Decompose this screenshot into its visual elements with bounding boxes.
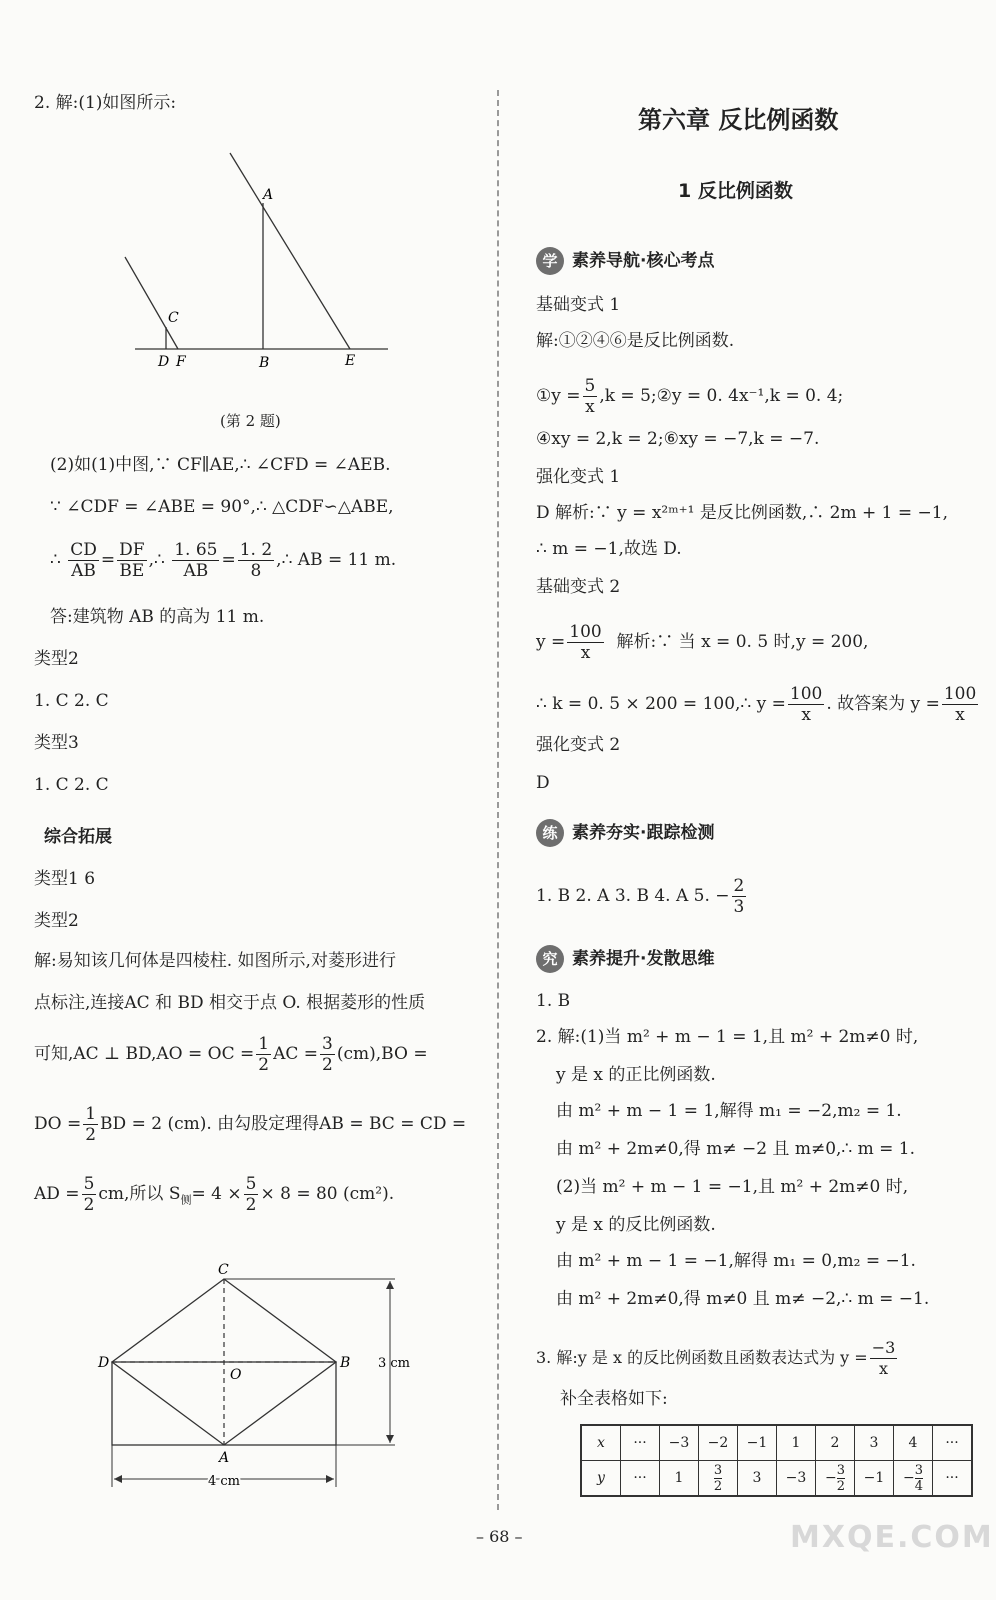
- label-c: C: [168, 310, 179, 326]
- basic-variant-2: 基础变式 2: [536, 577, 621, 597]
- bv2-line2: ∴ k = 0. 5 × 200 = 100,∴ y = $\frac{100}{x}$ . 故答案为 y = $\frac{100}{x}$: [536, 684, 977, 725]
- solution-line2: 点标注,连接AC 和 BD 相交于点 O. 根据菱形的性质: [34, 993, 426, 1013]
- table-cell: $\frac{3}{2}$: [699, 1461, 738, 1497]
- p2-line4: 由 m² + 2m≠0,得 m≠ −2 且 m≠0,∴ m = 1.: [556, 1139, 916, 1159]
- figure-rhombus-prism: [90, 1255, 430, 1495]
- q2-part2-line1: (2)如(1)中图,∵ CF∥AE,∴ ∠CFD = ∠AEB.: [50, 455, 391, 475]
- label-o: O: [230, 1367, 242, 1383]
- label-a2: A: [219, 1450, 230, 1466]
- table-cell: −1: [738, 1425, 777, 1461]
- answer-line: 答:建筑物 AB 的高为 11 m.: [50, 607, 265, 627]
- table-row: [581, 1425, 972, 1461]
- label-f: F: [176, 354, 186, 370]
- table-cell: 1: [660, 1461, 699, 1497]
- p2-line2: y 是 x 的正比例函数.: [556, 1065, 716, 1085]
- section-core-points: 学 素养导航·核心考点: [536, 246, 714, 275]
- bv1-line3: ④xy = 2,k = 2;⑥xy = −7,k = −7.: [536, 429, 820, 449]
- label-c2: C: [218, 1262, 229, 1278]
- section-comprehensive: 综合拓展: [44, 827, 112, 847]
- table-cell: ···: [933, 1461, 973, 1497]
- figure-similar-triangles: [120, 145, 400, 375]
- table-cell: 3: [855, 1425, 894, 1461]
- table-cell: 2: [816, 1425, 855, 1461]
- table-cell: ···: [621, 1425, 660, 1461]
- label-b2: B: [340, 1355, 351, 1371]
- table-cell: −3: [660, 1425, 699, 1461]
- p2-line8: 由 m² + 2m≠0,得 m≠0 且 m≠ −2,∴ m = −1.: [556, 1289, 930, 1309]
- line-cf: [125, 257, 178, 349]
- section-tracking: 练 素养夯实·跟踪检测: [536, 818, 714, 847]
- dim-h-label: 4 cm: [208, 1474, 241, 1489]
- solution-line3: 可知,AC ⊥ BD,AO = OC = $\frac{1}{2}$ AC = $\frac{3}{2}$ (cm),BO =: [34, 1034, 428, 1075]
- bv1-line2: ①y = $\frac{5}{x}$ ,k = 5;②y = 0. 4x⁻¹,k = 0. 4;: [536, 376, 844, 417]
- sv1-line1: D 解析:∵ y = x²ᵐ⁺¹ 是反比例函数,∴ 2m + 1 = −1,: [536, 503, 948, 523]
- line-ae: [230, 153, 350, 349]
- table-cell: − $\frac{3}{2}$: [816, 1461, 855, 1497]
- type3-label: 类型3: [34, 733, 79, 753]
- p2-line1: 2. 解:(1)当 m² + m − 1 = 1,且 m² + 2m≠0 时,: [536, 1027, 919, 1047]
- p1: 1. B: [536, 991, 571, 1011]
- table-cell: x: [581, 1425, 621, 1461]
- q2-part2-line2: ∵ ∠CDF = ∠ABE = 90°,∴ △CDF∽△ABE,: [50, 497, 394, 517]
- sv1-line2: ∴ m = −1,故选 D.: [536, 539, 682, 559]
- label-b: B: [259, 355, 270, 371]
- table-cell: −2: [699, 1425, 738, 1461]
- p2-line5: (2)当 m² + m − 1 = −1,且 m² + 2m≠0 时,: [556, 1177, 909, 1197]
- dim-v-label: 3 cm: [378, 1356, 411, 1371]
- q2-heading: 2. 解:(1)如图所示:: [34, 93, 177, 113]
- label-a: A: [263, 187, 274, 203]
- figure-caption: (第 2 题): [220, 412, 281, 430]
- solution-line4: DO = $\frac{1}{2}$ BD = 2 (cm). 由勾股定理得AB = BC = CD =: [34, 1104, 467, 1145]
- p3-line1: 3. 解:y 是 x 的反比例函数且函数表达式为 y = $\frac{-3}{x}$: [536, 1338, 896, 1378]
- drill-answers: 1. B 2. A 3. B 4. A 5. − $\frac{2}{3}$: [536, 876, 745, 917]
- p2-line7: 由 m² + m − 1 = −1,解得 m₁ = 0,m₂ = −1.: [556, 1251, 916, 1271]
- sv2-answer: D: [536, 773, 550, 793]
- ext-type1: 类型1 6: [34, 869, 96, 889]
- table-cell: 1: [777, 1425, 816, 1461]
- type2-answers: 1. C 2. C: [34, 691, 109, 711]
- badge-icon: 学: [536, 247, 564, 275]
- table-cell: −3: [777, 1461, 816, 1497]
- badge-icon: 练: [536, 819, 564, 847]
- table-cell: ···: [933, 1425, 973, 1461]
- strong-variant-2: 强化变式 2: [536, 735, 621, 755]
- solution-line5: AD = $\frac{5}{2}$ cm,所以 $S_侧= 4$ × $\frac{5}{2}$ × 8 = 80 (cm²).: [34, 1174, 395, 1215]
- lesson-title: 1 反比例函数: [678, 180, 793, 202]
- p2-line3: 由 m² + m − 1 = 1,解得 m₁ = −2,m₂ = 1.: [556, 1101, 902, 1121]
- label-d2: D: [98, 1355, 110, 1371]
- q2-part2-line3: ∴ $\frac{CD}{AB}$ = $\frac{DF}{BE}$ ,∴ $\frac{1. 65}{AB}$ = $\frac{1. 2}{8}$ ,∴ AB = 11 m.: [50, 540, 397, 581]
- table-cell: y: [581, 1461, 621, 1497]
- badge-icon: 究: [536, 945, 564, 973]
- table-cell: 4: [894, 1425, 933, 1461]
- solution-line1: 解:易知该几何体是四棱柱. 如图所示,对菱形进行: [34, 951, 396, 971]
- chapter-title: 第六章 反比例函数: [638, 106, 839, 134]
- type2-label: 类型2: [34, 649, 79, 669]
- ext-type2: 类型2: [34, 911, 79, 931]
- p2-line6: y 是 x 的反比例函数.: [556, 1215, 716, 1235]
- table-cell: ···: [621, 1461, 660, 1497]
- bv1-line1: 解:①②④⑥是反比例函数.: [536, 331, 735, 351]
- label-d: D: [158, 354, 170, 370]
- page-number: – 68 –: [476, 1527, 523, 1546]
- strong-variant-1: 强化变式 1: [536, 467, 621, 487]
- p3-line2: 补全表格如下:: [560, 1389, 668, 1409]
- table-cell: −1: [855, 1461, 894, 1497]
- type3-answers: 1. C 2. C: [34, 775, 109, 795]
- table-cell: 3: [738, 1461, 777, 1497]
- value-table: [580, 1424, 973, 1497]
- section-extension: 究 素养提升·发散思维: [536, 944, 714, 973]
- bv2-line1: y = $\frac{100}{x}$ 解析:∵ 当 x = 0. 5 时,y = 200,: [536, 622, 869, 663]
- table-cell: − $\frac{3}{4}$: [894, 1461, 933, 1497]
- label-e: E: [345, 353, 356, 369]
- basic-variant-1: 基础变式 1: [536, 295, 621, 315]
- table-row: [581, 1461, 972, 1497]
- column-divider: [497, 90, 499, 1510]
- watermark: MXQE.COM: [790, 1520, 994, 1555]
